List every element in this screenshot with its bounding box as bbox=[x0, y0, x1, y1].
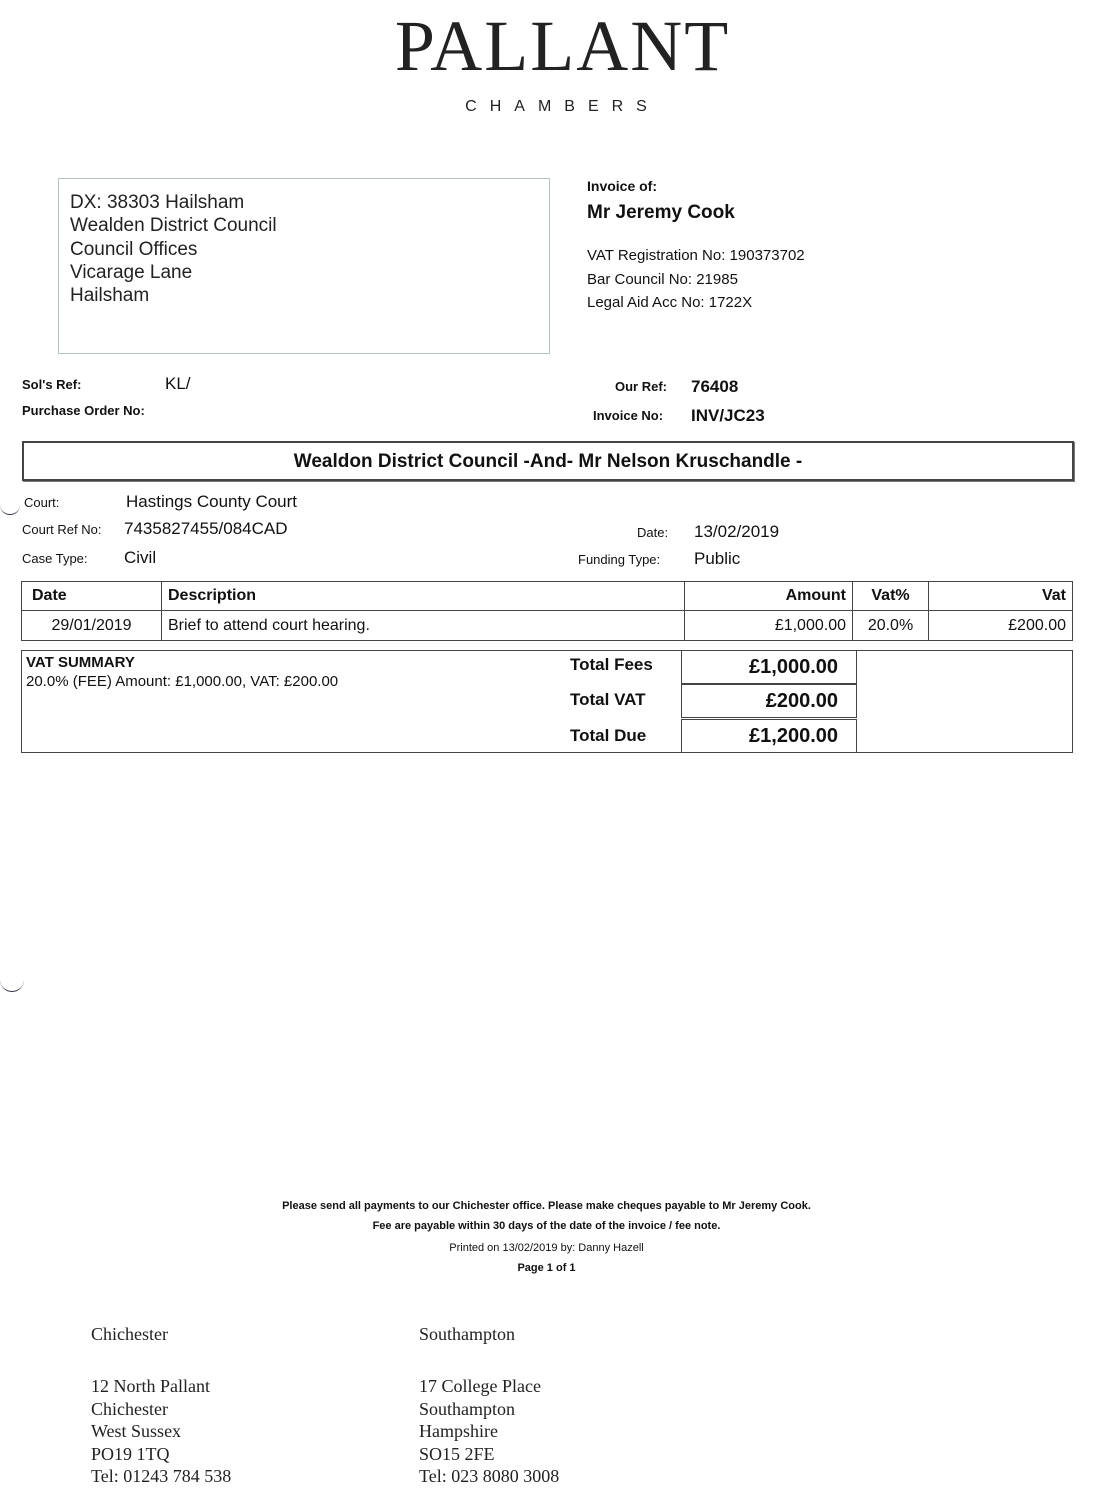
court-ref-value: 7435827455/084CAD bbox=[124, 519, 288, 538]
court-value: Hastings County Court bbox=[126, 492, 298, 511]
table-header-row bbox=[22, 582, 1073, 611]
logo-subtitle: CHAMBERS bbox=[465, 98, 660, 115]
address-line: Vicarage Lane bbox=[70, 262, 193, 283]
scan-mark bbox=[0, 975, 24, 992]
case-title: Wealdon District Council -And- Mr Nelson Kruschandle - bbox=[22, 441, 1074, 481]
case-type-label: Case Type: bbox=[22, 551, 88, 566]
office-name-chichester: Chichester bbox=[91, 1324, 168, 1344]
vat-summary-title: VAT SUMMARY bbox=[26, 654, 135, 671]
vat-summary-box bbox=[21, 650, 1073, 753]
our-ref-label: Our Ref: bbox=[615, 379, 667, 394]
row-amount: £1,000.00 bbox=[685, 611, 853, 641]
office-address-line: Hampshire bbox=[419, 1421, 498, 1441]
row-vat: £200.00 bbox=[929, 611, 1073, 641]
row-vat-percent: 20.0% bbox=[853, 611, 929, 641]
purchase-order-label: Purchase Order No: bbox=[22, 403, 145, 418]
col-date-header: Date bbox=[22, 582, 162, 611]
fee-items-table bbox=[21, 581, 1073, 641]
invoice-no-label: Invoice No: bbox=[593, 408, 664, 423]
office-address-line: Southampton bbox=[419, 1398, 516, 1419]
address-line: Hailsham bbox=[70, 285, 150, 306]
address-line: Wealden District Council bbox=[70, 215, 277, 236]
row-date: 29/01/2019 bbox=[22, 611, 162, 641]
legal-aid-account: Legal Aid Acc No: 1722X bbox=[587, 294, 753, 311]
date-label: Date: bbox=[637, 525, 669, 540]
address-line: DX: 38303 Hailsham bbox=[70, 192, 245, 213]
payment-terms: Fee are payable within 30 days of the date of the invoice / fee note. bbox=[372, 1220, 721, 1232]
vat-registration: VAT Registration No: 190373702 bbox=[587, 247, 805, 264]
total-vat-value: £200.00 bbox=[681, 684, 857, 718]
office-address-line: West Sussex bbox=[91, 1421, 182, 1441]
funding-type-label: Funding Type: bbox=[578, 552, 661, 567]
office-address-line: PO19 1TQ bbox=[91, 1443, 170, 1464]
office-phone: Tel: 01243 784 538 bbox=[91, 1466, 232, 1486]
address-line: Council Offices bbox=[70, 239, 198, 260]
sols-ref-value: KL/ bbox=[165, 374, 191, 393]
invoice-of-label: Invoice of: bbox=[587, 178, 658, 194]
col-vat-header: Vat bbox=[929, 582, 1073, 611]
table-row bbox=[22, 611, 1073, 641]
office-address-line: 17 College Place bbox=[419, 1376, 541, 1396]
office-address-line: SO15 2FE bbox=[419, 1443, 495, 1464]
payment-instructions: Please send all payments to our Chichester office. Please make cheques payable to Mr Jeremy Cook. bbox=[282, 1200, 811, 1212]
printed-by: Printed on 13/02/2019 by: Danny Hazell bbox=[449, 1242, 644, 1254]
invoice-no-value: INV/JC23 bbox=[691, 406, 765, 425]
case-type-value: Civil bbox=[124, 548, 157, 567]
funding-type-value: Public bbox=[694, 549, 741, 568]
total-due-label: Total Due bbox=[570, 726, 647, 745]
vat-summary-line: 20.0% (FEE) Amount: £1,000.00, VAT: £200.00 bbox=[26, 673, 339, 690]
total-fees-value: £1,000.00 bbox=[681, 650, 857, 684]
scan-mark bbox=[0, 500, 20, 515]
total-vat-label: Total VAT bbox=[570, 690, 646, 709]
total-fees-label: Total Fees bbox=[570, 655, 653, 674]
total-due-value: £1,200.00 bbox=[681, 719, 857, 753]
office-address-line: 12 North Pallant bbox=[91, 1376, 210, 1396]
office-name-southampton: Southampton bbox=[419, 1324, 516, 1344]
page-number: Page 1 of 1 bbox=[517, 1262, 576, 1274]
court-ref-label: Court Ref No: bbox=[22, 522, 102, 537]
bar-council-number: Bar Council No: 21985 bbox=[587, 271, 738, 288]
col-amount-header: Amount bbox=[685, 582, 853, 611]
date-value: 13/02/2019 bbox=[694, 522, 780, 541]
our-ref-value: 76408 bbox=[691, 377, 739, 396]
barrister-name: Mr Jeremy Cook bbox=[587, 202, 735, 223]
office-address-chichester bbox=[91, 1375, 231, 1488]
col-vat-percent-header: Vat% bbox=[853, 582, 929, 611]
office-address-line: Chichester bbox=[91, 1398, 168, 1419]
sols-ref-label: Sol's Ref: bbox=[22, 377, 82, 392]
office-address-southampton bbox=[419, 1375, 559, 1488]
logo-title: PALLANT bbox=[394, 6, 731, 86]
col-description-header: Description bbox=[162, 582, 685, 611]
court-label: Court: bbox=[24, 495, 60, 510]
office-phone: Tel: 023 8080 3008 bbox=[419, 1466, 560, 1486]
row-description: Brief to attend court hearing. bbox=[162, 611, 685, 641]
